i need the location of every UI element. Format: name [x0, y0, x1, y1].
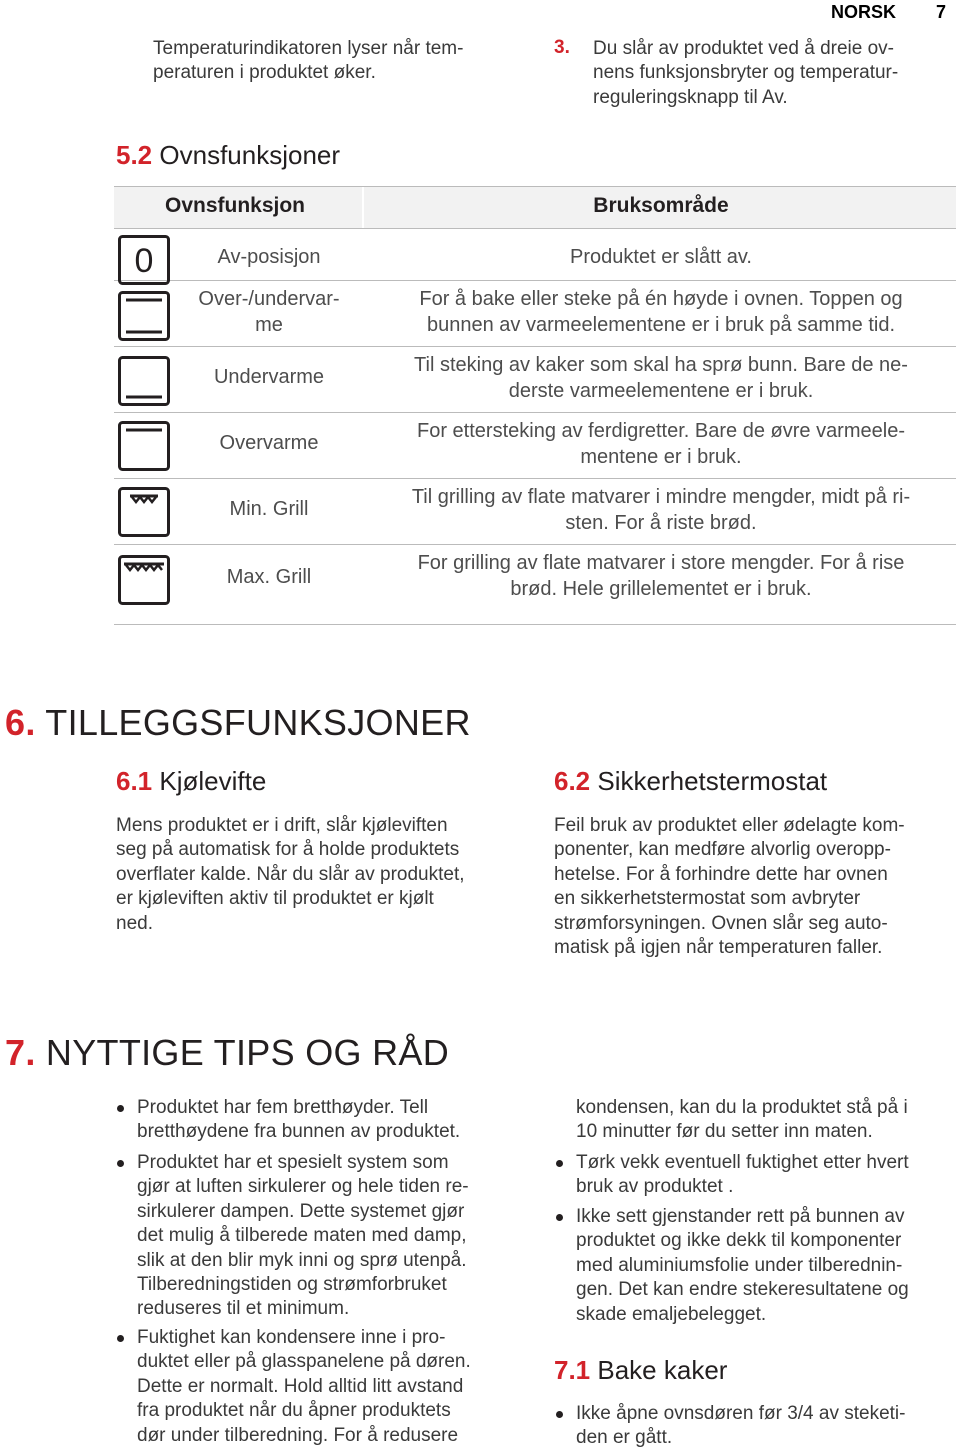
text-line: bretthøydene fra bunnen av produktet. [137, 1121, 461, 1143]
text-line: slik at den blir myk inni og sprø utenpå. [137, 1249, 467, 1271]
tip-continuation [576, 1096, 956, 1145]
function-usage [366, 352, 956, 404]
usage-line: sten. For å riste brød. [565, 512, 757, 534]
name-line: me [255, 314, 283, 336]
function-usage [366, 418, 956, 470]
bullet-dot [556, 1160, 563, 1167]
table-row [114, 413, 956, 479]
function-name [176, 430, 362, 456]
usage-line: brød. Hele grillelementet er i bruk. [510, 578, 812, 600]
usage-line: Produktet er slått av. [570, 246, 752, 268]
text-line: Fuktighet kan kondensere inne i pro- [137, 1327, 446, 1348]
cooling-fan-text [116, 814, 516, 936]
name-line: Undervarme [213, 366, 325, 388]
text-line: produktet og ikke dekk til komponenter [576, 1230, 902, 1252]
chapter-heading-7 [5, 1032, 449, 1074]
max-grill-icon [118, 555, 170, 605]
text-line: strømforsyningen. Ovnen slår seg auto- [554, 912, 888, 934]
text-line: sirkulerer dampen. Dette systemet gjør [137, 1200, 465, 1222]
safety-thermostat-text [554, 814, 954, 960]
svg-text:0: 0 [134, 242, 154, 280]
tip-item [137, 1326, 527, 1448]
header-language: NORSK [831, 2, 897, 22]
text-line: gjør at luften sirkulerer og hele tiden re- [137, 1176, 469, 1198]
text-line: 10 minutter før du setter inn maten. [576, 1121, 873, 1143]
chapter-heading-6 [5, 702, 471, 744]
function-usage [366, 244, 956, 270]
text-line: med aluminiumsfolie under tilberednin- [576, 1254, 903, 1276]
bullet-dot [556, 1214, 563, 1221]
section-heading-6-2 [554, 766, 827, 797]
intro-left-text [153, 37, 533, 86]
text-line: gen. Det kan endre stekeresultatene og [576, 1279, 909, 1301]
section-number: 6.2 [554, 766, 591, 796]
usage-line: Til grilling av flate matvarer i mindre mengder, midt på ri- [411, 486, 911, 508]
text-line: Tilberedningstiden og strømforbruket [137, 1274, 447, 1296]
usage-line: bunnen av varmeelementene er i bruk på samme tid. [426, 314, 896, 336]
column-header-usage: Bruksområde [593, 194, 729, 217]
name-line: Min. Grill [229, 498, 309, 520]
usage-line: Til steking av kaker som skal ha sprø bunn. Bare de ne- [414, 354, 908, 376]
bullet-dot [117, 1335, 124, 1342]
section-number: 7.1 [554, 1355, 591, 1385]
section-title: Bake kaker [590, 1355, 728, 1385]
tip-item [576, 1402, 956, 1451]
name-line: Overvarme [219, 432, 319, 454]
function-name [176, 496, 362, 522]
text-line: dør under tilberedning. For å redusere [137, 1424, 459, 1446]
chapter-title: NYTTIGE TIPS OG RÅD [35, 1032, 450, 1073]
function-name [176, 286, 362, 338]
usage-line: For grilling av flate matvarer i store mengder. For å rise [417, 552, 905, 574]
text-line: Produktet har fem bretthøyder. Tell [137, 1097, 429, 1118]
column-divider [362, 187, 364, 228]
text-line: skade emaljebelegget. [576, 1303, 767, 1325]
section-title: Kjølevifte [152, 766, 267, 796]
bullet-dot [117, 1105, 124, 1112]
function-name [176, 244, 362, 270]
text-line: overflater kalde. Når du slår av produktet, [116, 863, 465, 885]
text-line: Temperaturindikatoren lyser når tem- [153, 38, 464, 59]
text-line: ponenter, kan medføre alvorlig overopp- [554, 839, 891, 861]
section-title: Ovnsfunksjoner [152, 140, 341, 170]
text-line: Dette er normalt. Hold alltid litt avstand [137, 1375, 464, 1397]
chapter-number: 6. [5, 702, 36, 743]
function-usage [366, 484, 956, 536]
section-title: Sikkerhetstermostat [590, 766, 828, 796]
top-heat-icon [118, 421, 170, 471]
tip-item [576, 1205, 956, 1327]
usage-line: derste varmeelementene er i bruk. [508, 380, 814, 402]
text-line: Produktet har et spesielt system som [137, 1152, 449, 1173]
function-name [176, 364, 362, 390]
zero-position-icon [118, 235, 170, 285]
top-bottom-heat-icon [118, 291, 170, 341]
text-line: Du slår av produktet ved å dreie ov- [593, 38, 894, 59]
table-row [114, 479, 956, 545]
text-line: Tørk vekk eventuell fuktighet etter hvert [576, 1152, 909, 1173]
text-line: Ikke sett gjenstander rett på bunnen av [576, 1206, 905, 1227]
text-line: Feil bruk av produktet eller ødelagte kom- [554, 815, 905, 836]
column-header-function: Ovnsfunksjon [164, 194, 306, 217]
text-line: reduseres til et minimum. [137, 1298, 350, 1320]
bottom-heat-icon [118, 356, 170, 406]
usage-line: For å bake eller steke på én høyde i ovnen. Toppen og [419, 288, 903, 310]
text-line: seg på automatisk for å holde produktets [116, 839, 460, 861]
bullet-dot [117, 1160, 124, 1167]
usage-line: mentene er i bruk. [580, 446, 742, 468]
usage-line: For ettersteking av ferdigretter. Bare de øvre varmeele- [417, 420, 905, 442]
section-heading-7-1 [554, 1355, 727, 1386]
section-heading-6-1 [116, 766, 266, 797]
step-text [593, 37, 953, 110]
page-number: 7 [936, 2, 947, 22]
table-header [114, 186, 956, 229]
function-usage [366, 550, 956, 602]
function-name [176, 564, 362, 590]
section-heading-5-2 [116, 140, 340, 171]
text-line: reguleringsknapp til Av. [593, 86, 788, 108]
text-line: Ikke åpne ovnsdøren før 3/4 av steketi- [576, 1403, 906, 1424]
text-line: den er gått. [576, 1427, 673, 1449]
name-line: Over-/undervar- [198, 288, 340, 310]
table-row [114, 545, 956, 625]
text-line: nens funksjonsbryter og temperatur- [593, 62, 899, 84]
min-grill-icon [118, 487, 170, 537]
table-row [114, 281, 956, 347]
function-usage [366, 286, 956, 338]
tip-item [137, 1096, 527, 1145]
table-row [114, 347, 956, 413]
bullet-dot [556, 1411, 563, 1418]
text-line: bruk av produktet . [576, 1176, 734, 1198]
text-line: en sikkerhetstermostat som avbryter [554, 888, 861, 910]
name-line: Max. Grill [226, 566, 312, 588]
chapter-title: TILLEGGSFUNKSJONER [35, 702, 471, 743]
text-line: Mens produktet er i drift, slår kjøleviften [116, 815, 448, 836]
text-line: er kjøleviften aktiv til produktet er kjølt [116, 888, 434, 910]
table-row [114, 228, 956, 281]
step-number: 3. [554, 37, 570, 58]
text-line: duktet eller på glasspanelene på døren. [137, 1351, 471, 1373]
text-line: det mulig å tilberede maten med damp, [137, 1225, 467, 1247]
tip-item [137, 1151, 527, 1322]
text-line: ned. [116, 912, 153, 934]
text-line: kondensen, kan du la produktet stå på i [576, 1097, 908, 1118]
section-number: 6.1 [116, 766, 153, 796]
section-number: 5.2 [116, 140, 153, 170]
text-line: hetelse. For å forhindre dette har ovnen [554, 863, 888, 885]
text-line: peraturen i produktet øker. [153, 62, 376, 84]
text-line: fra produktet når du åpner produktets [137, 1400, 451, 1422]
name-line: Av-posisjon [217, 246, 321, 268]
chapter-number: 7. [5, 1032, 36, 1073]
tip-item [576, 1151, 956, 1200]
text-line: matisk på igjen når temperaturen faller. [554, 937, 883, 959]
